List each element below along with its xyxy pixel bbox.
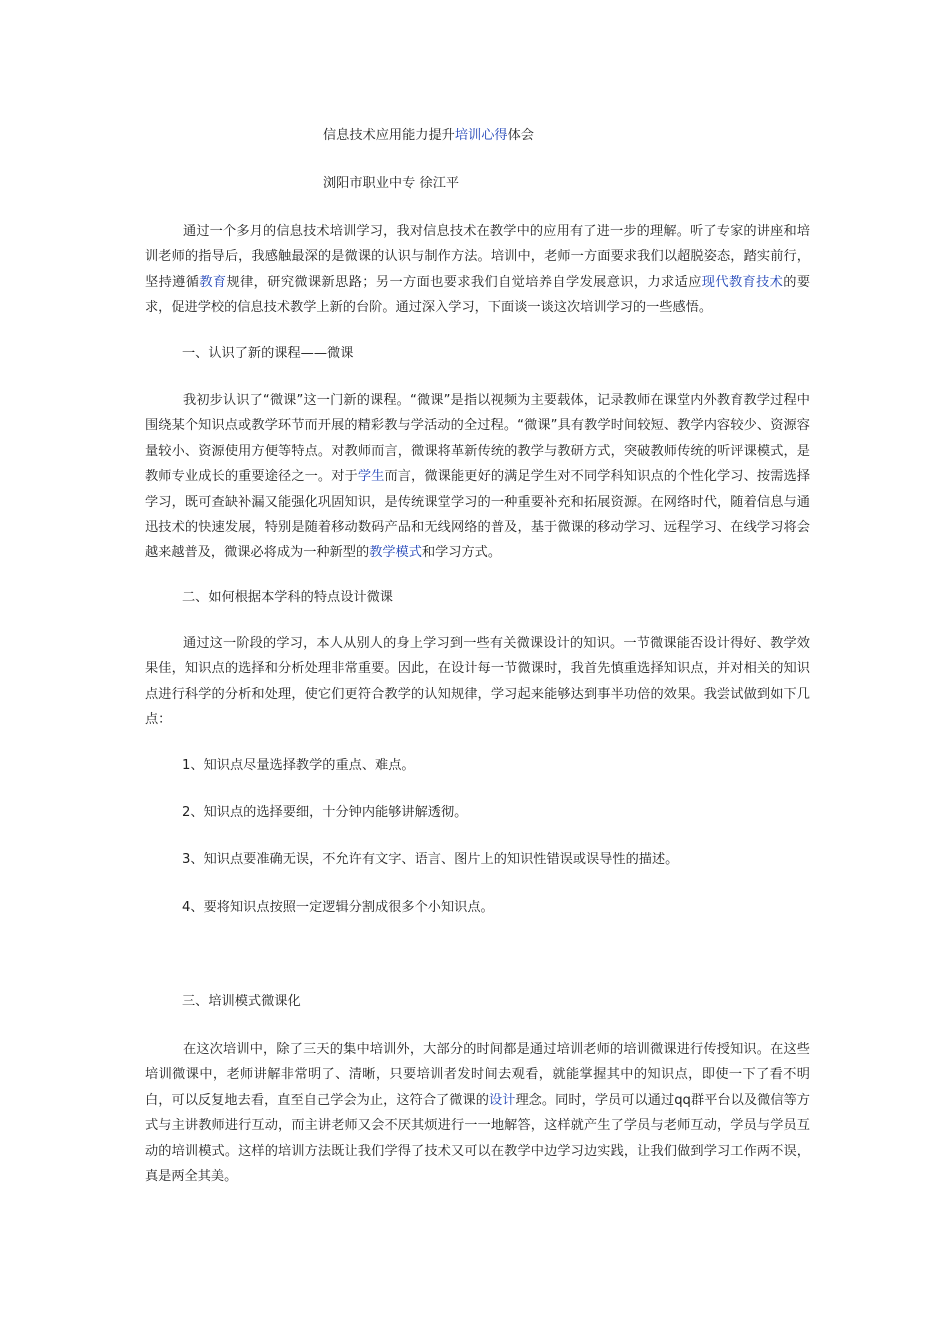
link-teaching-mode[interactable]: 教学模式 xyxy=(369,545,422,561)
section-heading-3: 三、培训模式微课化 xyxy=(182,994,301,1009)
paragraph-intro xyxy=(145,219,810,321)
link-education[interactable]: 教育 xyxy=(199,274,227,290)
list-item: 4、要将知识点按照一定逻辑分割成很多个小知识点。 xyxy=(182,900,494,915)
document-author: 浏阳市职业中专 徐江平 xyxy=(323,176,460,191)
paragraph-text: 和学习方式。 xyxy=(421,545,502,561)
document-title xyxy=(323,127,534,145)
paragraph-text: 我初步认识了“微课”这一门新的课程。“微课”是指以视频为主要载体，记录教师在课堂内外教育教学过程中围绕某个知识点或教学环节而开展的精彩教与学活动的全过程。“微课”具有教学时间较短、教学内容较少、资源容量较小、资源使用方便等特点。对教师而言，微课将革新传统的教学与教研方式，突破教师传统的听评课模式，是教师专业成长的重要途径之一。对于 xyxy=(145,393,810,485)
paragraph-text: 在这次培训中，除了三天的集中培训外，大部分的时间都是通过培训老师的培训微课进行传授知识。在这些培训微课中，老师讲解非常明了、清晰，只要培训者发时间去观看，就能掌握其中的知识点，即使一下了看不明白，可以反复地去看，直至自己学会为止，这符合了微课的 xyxy=(145,1042,810,1108)
link-design[interactable]: 设计 xyxy=(488,1092,516,1108)
paragraph-text: 通过一个多月的信息技术培训学习，我对信息技术在教学中的应用有了进一步的理解。听了专家的讲座和培训老师的指导后，我感触最深的是微课的认识与制作方法。培训中，老师一方面要求我们以超脱姿态，踏实前行，坚持遵循 xyxy=(145,224,810,290)
list-item: 1、知识点尽量选择教学的重点、难点。 xyxy=(182,758,415,773)
link-students[interactable]: 学生 xyxy=(357,469,385,485)
paragraph-microcourse xyxy=(145,388,810,566)
title-text-pre: 信息技术应用能力提升 xyxy=(323,128,455,143)
list-item: 2、知识点的选择要细，十分钟内能够讲解透彻。 xyxy=(182,805,468,820)
paragraph-text: 规律，研究微课新思路；另一方面也要求我们自觉培养自学发展意识，力求适应 xyxy=(226,274,702,290)
link-modern-education-technology[interactable]: 现代教育技术 xyxy=(701,274,784,290)
list-item: 3、知识点要准确无误，不允许有文字、语言、图片上的知识性错误或误导性的描述。 xyxy=(182,852,679,867)
paragraph-design: 通过这一阶段的学习，本人从别人的身上学习到一些有关微课设计的知识。一节微课能否设计得好、教学效果佳，知识点的选择和分析处理非常重要。因此，在设计每一节微课时，我首先慎重选择知识点，并对相关的知识点进行科学的分析和处理，使它们更符合教学的认知规律，学习起来能够达到事半功倍的效果。我尝试做到如下几点： xyxy=(145,636,810,728)
paragraph-text: 的要求，促进学校的信息技术教学上新的台阶。通过深入学习，下面谈一谈这次培训学习的一些感悟。 xyxy=(145,274,811,316)
section-heading-2: 二、如何根据本学科的特点设计微课 xyxy=(182,590,393,605)
section-heading-1: 一、认识了新的课程——微课 xyxy=(182,346,354,361)
paragraph-text: 而言，微课能更好的满足学生对不同学科知识点的个性化学习、按需选择学习，既可查缺补漏又能强化巩固知识，是传统课堂学习的一种重要补充和拓展资源。在网络时代，随着信息与通迅技术的快速发展，特别是随着移动数码产品和无线网络的普及，基于微课的移动学习、远程学习、在线学习将会越来越普及，微课必将成为一种新型的 xyxy=(145,469,811,561)
title-link-training-notes[interactable]: 培训心得 xyxy=(454,128,508,143)
paragraph-text: 理念。同时，学员可以通过qq群平台以及微信等方式与主讲教师进行互动，而主讲老师又会不厌其烦进行一一地解答，这样就产生了学员与老师互动，学员与学员互动的培训模式。这样的培训方法既让我们学得了技术又可以在教学中边学习边实践，让我们做到学习工作两不误，真是两全其美。 xyxy=(145,1092,810,1185)
title-text-post: 体会 xyxy=(507,128,534,143)
paragraph-training-mode xyxy=(145,1037,810,1189)
